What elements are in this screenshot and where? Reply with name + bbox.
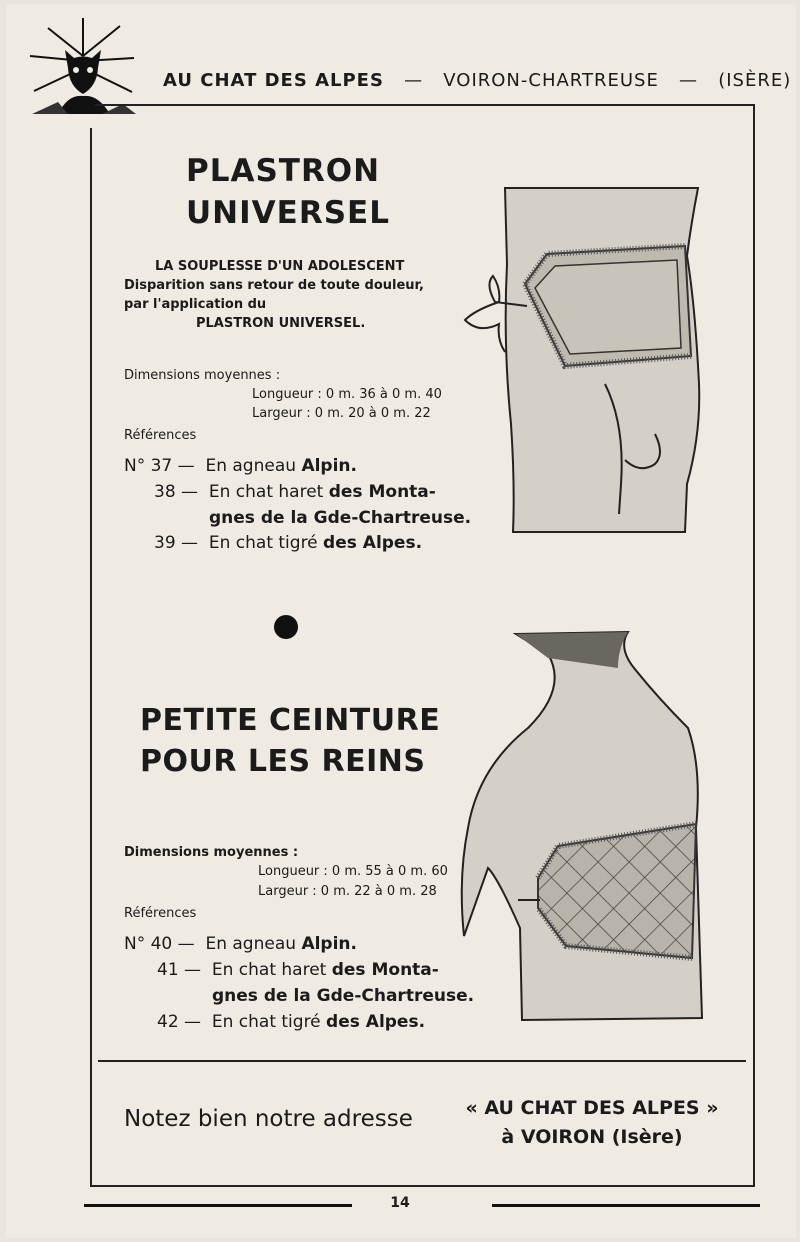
reference-item: N° 37 — En agneau Alpin. [124, 456, 357, 476]
frame-border [90, 1185, 755, 1187]
footer-rule [84, 1204, 352, 1207]
reference-item: 39 — En chat tigré des Alpes. [154, 533, 423, 553]
tagline: par l'application du [124, 297, 267, 312]
header-dash: — [679, 70, 699, 91]
length-line: Longueur : 0 m. 36 à 0 m. 40 [252, 387, 442, 402]
plastron-illustration [455, 184, 705, 534]
page-number: 14 [390, 1195, 410, 1211]
tagline: LA SOUPLESSE D'UN ADOLESCENT [155, 259, 405, 274]
frame-border [753, 104, 755, 1186]
reference-item: 38 — En chat haret des Monta- [154, 482, 436, 502]
frame-border [90, 128, 92, 1186]
section-bullet [274, 615, 298, 639]
width-line: Largeur : 0 m. 22 à 0 m. 28 [258, 884, 437, 899]
footer-rule [492, 1204, 760, 1207]
belt-illustration [458, 628, 708, 1023]
tagline: PLASTRON UNIVERSEL. [196, 316, 366, 331]
reference-item: 41 — En chat haret des Monta- [157, 960, 439, 980]
address-note: Notez bien notre adresse [124, 1106, 413, 1132]
length-line: Longueur : 0 m. 55 à 0 m. 60 [258, 864, 448, 879]
reference-item: N° 40 — En agneau Alpin. [124, 934, 357, 954]
section-title-ceinture: PETITE CEINTURE POUR LES REINS [140, 703, 441, 779]
reference-item: 42 — En chat tigré des Alpes. [157, 1012, 426, 1032]
references-label: Références [124, 906, 197, 921]
header-region: (ISÈRE) [718, 70, 792, 91]
tagline: Disparition sans retour de toute douleur, [124, 278, 424, 293]
width-line: Largeur : 0 m. 20 à 0 m. 22 [252, 406, 431, 421]
footer-divider [98, 1060, 746, 1062]
reference-item: gnes de la Gde-Chartreuse. [209, 508, 472, 528]
dimensions-label: Dimensions moyennes : [124, 845, 299, 860]
reference-item: gnes de la Gde-Chartreuse. [212, 986, 475, 1006]
page-header [163, 70, 791, 91]
references-label: Références [124, 428, 197, 443]
frame-border [95, 104, 753, 106]
header-city: VOIRON-CHARTREUSE [443, 70, 659, 91]
header-dash: — [404, 70, 424, 91]
section-title-plastron: PLASTRON UNIVERSEL [186, 153, 390, 231]
brand-name: AU CHAT DES ALPES [163, 70, 384, 91]
shop-address: « AU CHAT DES ALPES » à VOIRON (Isère) [465, 1097, 719, 1148]
dimensions-label: Dimensions moyennes : [124, 368, 281, 383]
